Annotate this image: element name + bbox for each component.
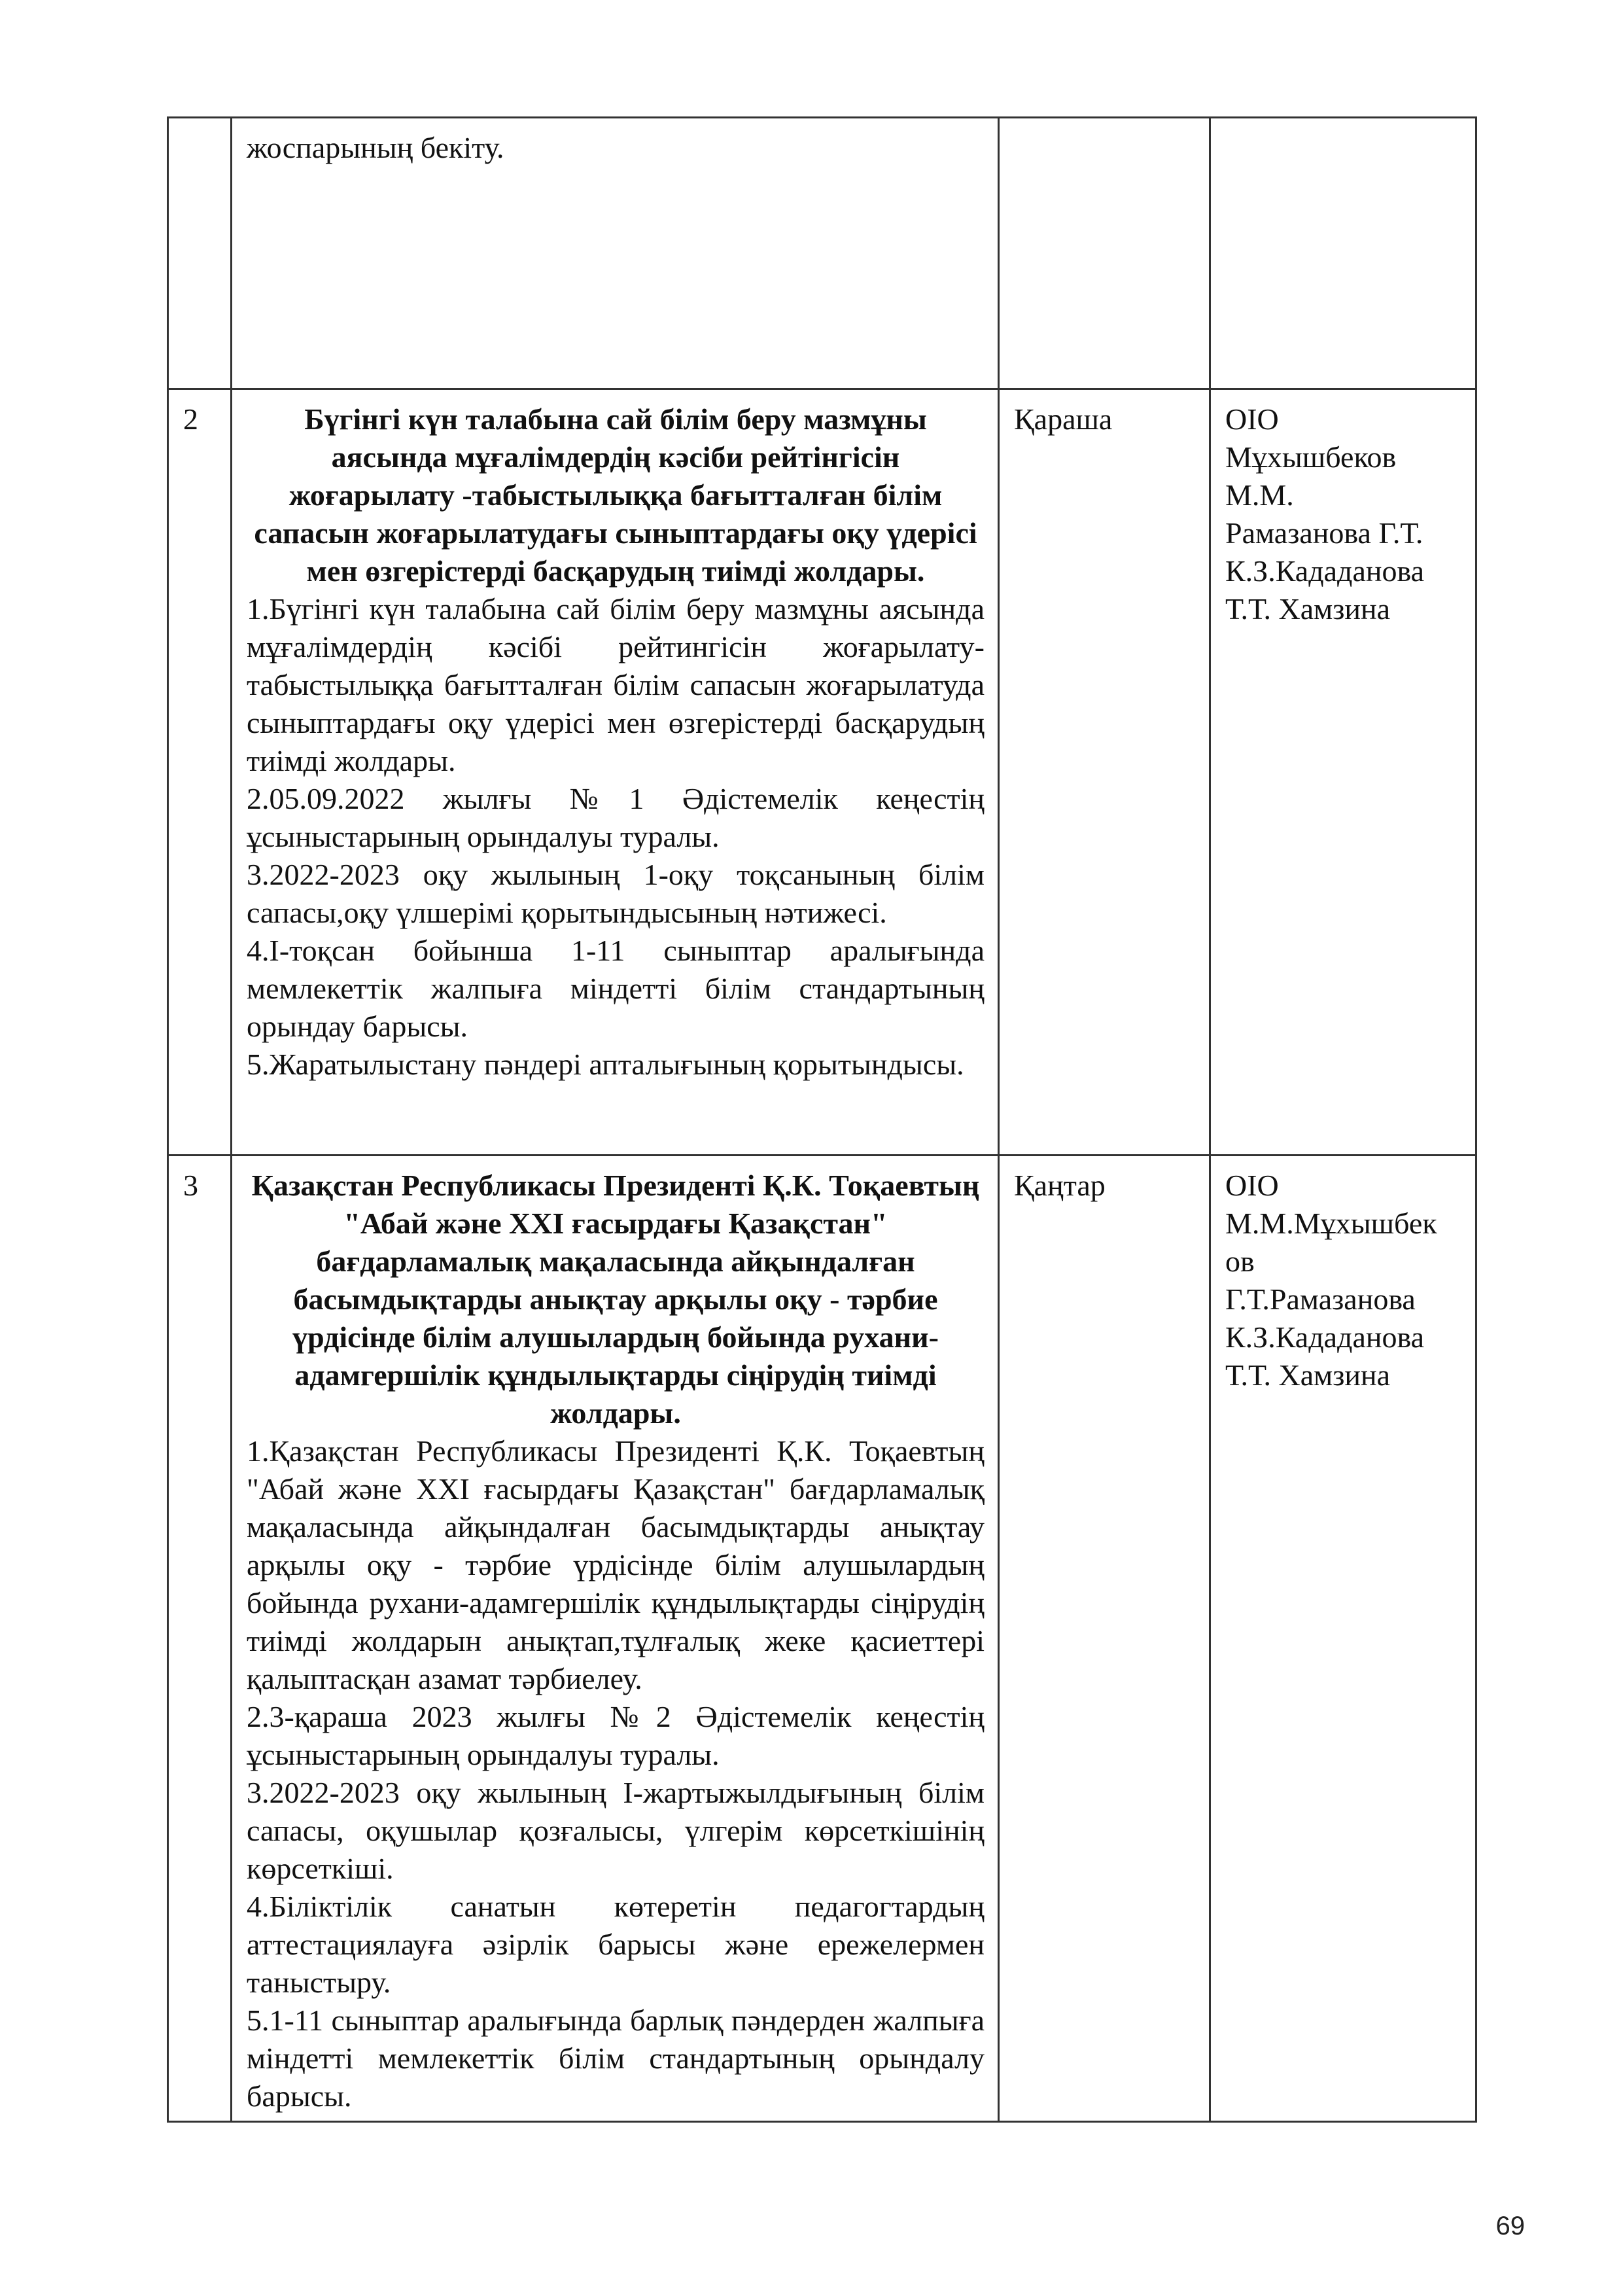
topic-cell [232,1156,999,2122]
table-row [168,118,1476,389]
agenda-item: жоспарының бекіту. [247,131,504,164]
responsible-line: ов [1225,1245,1255,1278]
responsible-line: Т.Т. Хамзина [1225,592,1391,626]
table-row [168,1156,1476,2122]
plan-table [167,116,1477,2123]
row-number: 2 [168,389,232,1156]
topic-cell [232,389,999,1156]
meeting-topic: Бүгінгі күн талабына сай білім беру мазмұны аясында мұғалімдердің кәсіби рейтінгісін жоғарылату -табыстылыққа бағытталған білім сапасын жоғарылатудағы сыныптардағы оқу үдерісі мен өзгерістерді басқарудың тиімді жолдары. [254,402,977,588]
agenda-item: 4.Біліктілік санатын көтеретін педагогтардың аттестациялауға әзірлік барысы және ережелермен таныстыру. [247,1890,985,1999]
responsible-line: К.З.Кададанова [1225,554,1425,588]
row-number [168,118,232,389]
meeting-topic: Қазақстан Республикасы Президенті Қ.К. Тоқаевтың "Абай және XXI ғасырдағы Қазақстан" бағдарламалық мақаласында айқындалған басымдықтарды анықтау арқылы оқу - тәрбие үрдісінде білім алушылардың бойында рухани-адамгершілік құндылықтарды сіңірудің тиімді жолдары. [251,1169,980,1430]
table-row [168,389,1476,1156]
term-cell: Қаңтар [999,1156,1210,2122]
agenda-item: 3.2022-2023 оқу жылының І-жартыжылдығының білім сапасы, оқушылар қозғалысы, үлгерім көрсеткішінің көрсеткіші. [247,1776,985,1885]
responsible-cell [1210,118,1476,389]
responsible-line: К.З.Кададанова [1225,1320,1425,1354]
responsible-line: Мұхышбеков [1225,440,1397,474]
responsible-line: Г.Т.Рамазанова [1225,1282,1416,1316]
agenda-item: 1.Қазақстан Республикасы Президенті Қ.К. Тоқаевтың "Абай және XXI ғасырдағы Қазақстан" бағдарламалық мақаласында айқындалған басымдықтарды анықтау арқылы оқу - тәрбие үрдісінде білім алушылардың бойында рухани-адамгершілік құндылықтарды сіңірудің тиімді жолдарын анықтап,тұлғалық жеке қасиеттері қалыптасқан азамат тәрбиелеу. [247,1434,985,1695]
responsible-line: М.М.Мұхышбек [1225,1207,1437,1240]
agenda-item: 3.2022-2023 оқу жылының 1-оқу тоқсанының білім сапасы,оқу үлшерімі қорытындысының нәтижесі. [247,858,985,929]
responsible-cell [1210,1156,1476,2122]
responsible-line: ОІО [1225,1169,1279,1202]
agenda-item: 2.05.09.2022 жылғы №1 Әдістемелік кеңестің ұсыныстарының орындалуы туралы. [247,782,985,853]
row-number: 3 [168,1156,232,2122]
agenda-item: 4.I-тоқсан бойынша 1-11 сыныптар аралығында мемлекеттік жалпыға міндетті білім стандартының орындау барысы. [247,934,985,1043]
responsible-line: Т.Т. Хамзина [1225,1358,1391,1392]
responsible-line: ОІО [1225,402,1279,436]
agenda-item: 2.3-қараша 2023 жылғы №2 Әдістемелік кеңестің ұсыныстарының орындалуы туралы. [247,1700,985,1771]
agenda-item: 1.Бүгінгі күн талабына сай білім беру мазмұны аясында мұғалімдердің кәсібі рейтингісін жоғарылату-табыстылыққа бағытталған білім сапасын жоғарылатуда сыныптардағы оқу үдерісі мен өзгерістерді басқарудың тиімді жолдары. [247,592,985,777]
term-cell [999,118,1210,389]
agenda-item: 5.1-11 сыныптар аралығында барлық пәндерден жалпыға міндетті мемлекеттік білім стандартының орындалу барысы. [247,2004,985,2113]
page-number: 69 [1495,2212,1525,2240]
responsible-line: Рамазанова Г.Т. [1225,516,1423,550]
term-cell: Қараша [999,389,1210,1156]
agenda-item: 5.Жаратылыстану пәндері апталығының қорытындысы. [247,1048,964,1081]
topic-cell [232,118,999,389]
responsible-line: М.М. [1225,478,1294,512]
responsible-cell [1210,389,1476,1156]
